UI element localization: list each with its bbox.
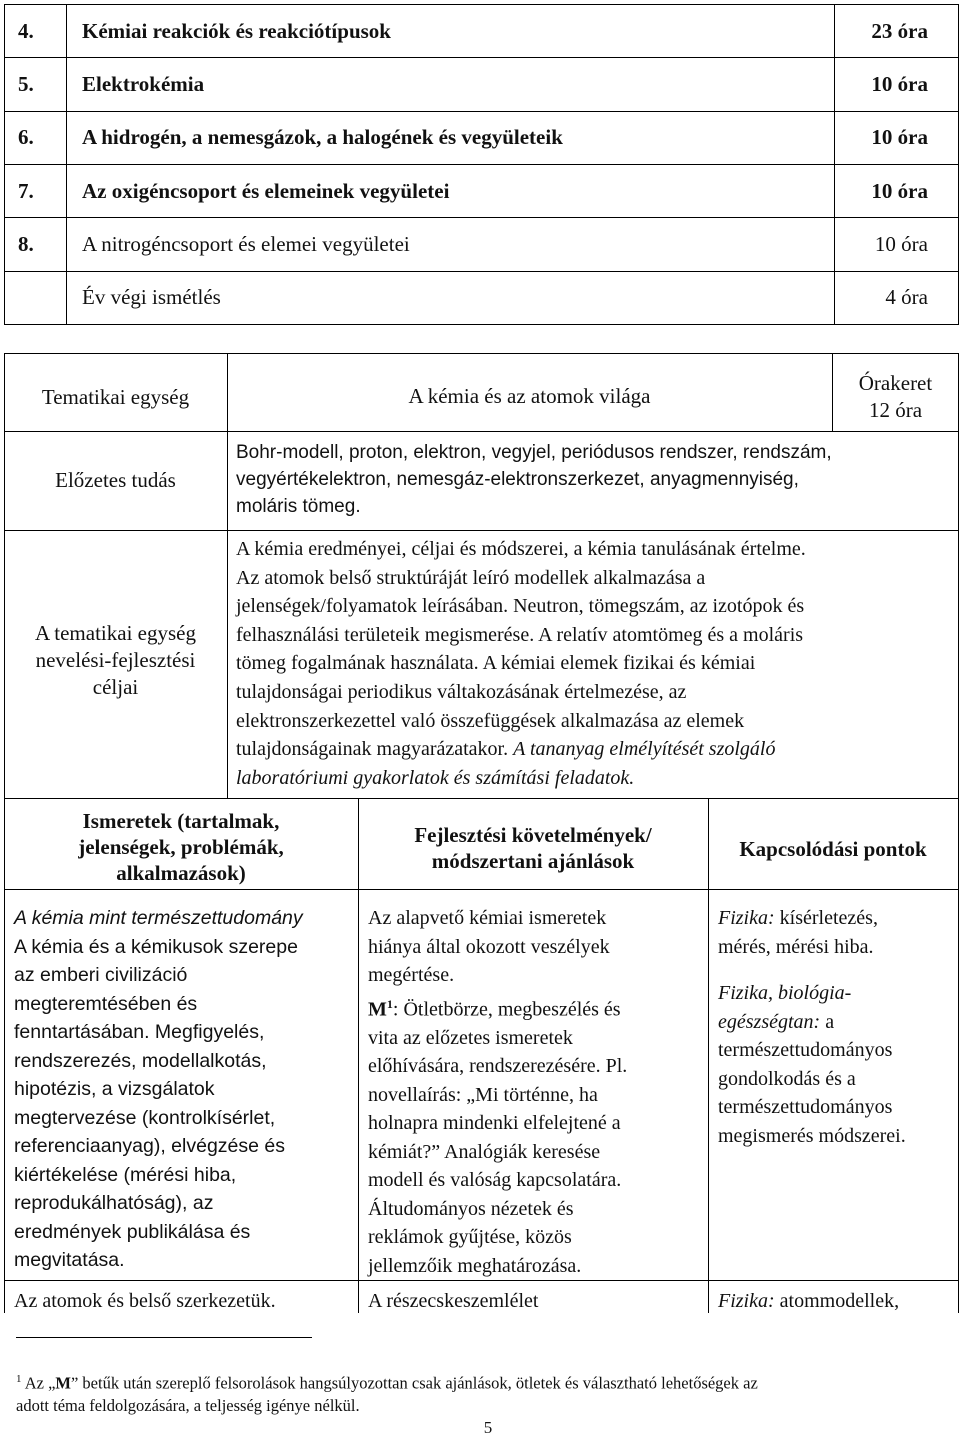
row-number: 7. [5, 164, 67, 217]
req-line: reklámok gyűjtése, közös [368, 1226, 572, 1249]
row-number: 6. [5, 111, 67, 164]
req-line: hiánya által okozott veszélyek [368, 935, 610, 958]
conn-subject: Fizika: [718, 907, 775, 929]
conn-text: kísérletezés, [774, 907, 878, 929]
req-line: Az alapvető kémiai ismeretek [368, 907, 607, 929]
knowledge-line: kiértékelése (mérési hiba, [14, 1163, 237, 1186]
row-number: 4. [5, 5, 67, 58]
knowledge-content [14, 904, 303, 1275]
col-head-requirements [358, 822, 708, 874]
label-prior-knowledge: Előzetes tudás [55, 468, 176, 492]
req-line: jellemzőik meghatározása. [368, 1254, 582, 1277]
label-goals-line: nevelési-fejlesztési [35, 648, 196, 672]
goals-line: tulajdonságai periodikus váltakozásának értelmezése, az [236, 680, 687, 703]
knowledge-line: reprodukálhatóság), az [14, 1192, 214, 1214]
label-goals-line: céljai [92, 675, 139, 699]
goals-line-text: tulajdonságainak magyarázatakor. [236, 738, 509, 761]
grid-line [958, 353, 959, 1313]
row-hours: 23 óra [835, 5, 959, 58]
req-line: Áltudományos nézetek és [368, 1197, 574, 1220]
grid-line [4, 889, 959, 890]
goals-line: A kémia eredményei, céljai és módszerei, a kémia tanulásának értelme. [236, 538, 806, 560]
footnote-text: Az „ [21, 1373, 56, 1393]
topic-title: A kémia és az atomok világa [408, 384, 651, 408]
knowledge-line: fenntartásában. Megfigyelés, [14, 1021, 265, 1043]
prior-line: vegyértékelektron, nemesgáz-elektronszerkezet, anyagmennyiség, [236, 469, 799, 490]
goals-line: elektronszerkezettel való összefüggések alkalmazása az elemek [236, 709, 745, 732]
grid-line [4, 798, 959, 799]
label-topic: Tematikai egység [41, 385, 190, 409]
footnote-text: adott téma feldolgozására, a teljesség igénye nélkül. [16, 1395, 360, 1415]
conn-text: megismerés módszerei. [718, 1124, 906, 1147]
conn-subject: egészségtan: [718, 1010, 821, 1033]
footnote-ref: 1 [386, 996, 393, 1011]
col-head-connections: Kapcsolódási pontok [739, 837, 927, 861]
goals-italic: laboratóriumi gyakorlatok és számítási feladatok. [236, 766, 635, 789]
conn-text: a [820, 1010, 835, 1033]
prior-knowledge [236, 439, 832, 520]
knowledge-heading: A kémia mint természettudomány [14, 907, 303, 929]
req-line: novellaírás: „Mi történne, ha [368, 1083, 598, 1106]
col-head-line: módszertani ajánlások [431, 849, 635, 873]
knowledge-line: referenciaanyag), elvégzése és [14, 1135, 285, 1157]
hours-budget-value: 12 óra [868, 398, 923, 422]
req-line: vita az előzetes ismeretek [368, 1026, 573, 1049]
table-row [5, 164, 959, 217]
col-head-line: alkalmazások) [116, 861, 246, 885]
row-title: Év végi ismétlés [67, 271, 835, 324]
req-m-marker: M [368, 998, 387, 1021]
row-title: A hidrogén, a nemesgázok, a halogének és vegyületeik [67, 111, 835, 164]
col-head-knowledge [4, 808, 358, 886]
knowledge-line: A kémia és a kémikusok szerepe [14, 935, 298, 958]
goals-line [236, 735, 806, 764]
knowledge-line: hipotézis, a vizsgálatok [14, 1078, 215, 1100]
req-line: modell és valóság kapcsolatára. [368, 1169, 622, 1192]
col-head-line: Fejlesztési követelmények/ [414, 823, 652, 847]
req-line: kémiát?” Analógiák keresése [368, 1140, 601, 1163]
row-hours: 10 óra [835, 218, 959, 271]
next-knowledge: Az atomok és belső szerkezetük. [14, 1290, 276, 1312]
goals-italic: A tananyag elmélyítését szolgáló [513, 738, 776, 761]
row-hours: 10 óra [835, 58, 959, 111]
grid-line [4, 353, 959, 354]
row-hours: 4 óra [835, 271, 959, 324]
prior-line: Bohr-modell, proton, elektron, vegyjel, periódusos rendszer, rendszám, [236, 442, 832, 463]
hours-table [4, 4, 959, 325]
hours-budget-label: Órakeret [858, 371, 933, 395]
hours-budget [832, 370, 959, 424]
footnote-separator [16, 1337, 312, 1338]
requirements-content [368, 904, 627, 1280]
grid-line [358, 798, 359, 1313]
footnote-text: ” betűk után szereplő felsorolások hangsúlyozottan csak ajánlások, ötletek és választható lehetőségek az [70, 1373, 758, 1393]
label-goals [4, 620, 227, 701]
grid-line [708, 798, 709, 1313]
knowledge-line: az emberi civilizáció [14, 964, 188, 986]
conn-text: atommodellek, [774, 1290, 900, 1312]
goals-text [236, 535, 806, 792]
table-row [5, 5, 959, 58]
req-line [368, 990, 627, 1024]
connections-content [718, 904, 906, 1150]
row-title: Elektrokémia [67, 58, 835, 111]
col-head-line: jelenségek, problémák, [78, 835, 284, 859]
row-number: 5. [5, 58, 67, 111]
table-row [5, 111, 959, 164]
row-hours: 10 óra [835, 111, 959, 164]
row-number: 8. [5, 218, 67, 271]
req-line: megértése. [368, 964, 455, 986]
knowledge-line: rendszerezés, modellalkotás, [14, 1049, 267, 1072]
grid-line [4, 431, 959, 432]
conn-text: természettudományos [718, 1039, 893, 1061]
row-title: Az oxigéncsoport és elemeinek vegyületei [67, 164, 835, 217]
table-row [5, 58, 959, 111]
goals-line: jelenségek/folyamatok leírásában. Neutron, tömegszám, az izotópok és [236, 595, 805, 618]
next-requirements: A részecskeszemlélet [368, 1290, 539, 1312]
row-title: Kémiai reakciók és reakciótípusok [67, 5, 835, 58]
label-goals-line: A tematikai egység [35, 621, 196, 645]
conn-subject: Fizika, biológia- [718, 982, 852, 1004]
req-line: holnapra mindenki elfelejtené a [368, 1112, 621, 1135]
footnote-mark: 1 [16, 1373, 22, 1385]
grid-line [227, 353, 228, 798]
col-head-line: Ismeretek (tartalmak, [82, 809, 280, 833]
req-m-text: : Ötletbörze, megbeszélés és [392, 998, 621, 1021]
goals-line: Az atomok belső struktúráját leíró modellek alkalmazása a [236, 566, 706, 589]
goals-line: tömeg fogalmának használata. A kémiai elemek fizikai és kémiai [236, 652, 756, 675]
conn-text: gondolkodás és a [718, 1067, 856, 1090]
page-number: 5 [483, 1418, 493, 1437]
req-line: előhívására, rendszerezésére. Pl. [368, 1055, 628, 1078]
knowledge-line: megtervezése (kontrolkísérlet, [14, 1106, 276, 1129]
grid-line [4, 530, 959, 531]
goals-line: felhasználási területeik megismerése. A relatív atomtömeg és a moláris [236, 623, 804, 646]
footnote-m: M [55, 1373, 71, 1393]
knowledge-line: megteremtésében és [14, 992, 198, 1015]
knowledge-line: megvitatása. [14, 1249, 125, 1271]
row-title: A nitrogéncsoport és elemei vegyületei [67, 218, 835, 271]
row-hours: 10 óra [835, 164, 959, 217]
row-number [5, 271, 67, 324]
table-row [5, 218, 959, 271]
prior-line: moláris tömeg. [236, 496, 361, 517]
knowledge-line: eredmények publikálása és [14, 1220, 251, 1243]
footnote [16, 1368, 758, 1417]
conn-subject: Fizika: [718, 1290, 775, 1312]
table-row [5, 271, 959, 324]
conn-text: mérés, mérési hiba. [718, 935, 874, 958]
conn-text: természettudományos [718, 1096, 893, 1118]
next-connections [718, 1288, 899, 1314]
